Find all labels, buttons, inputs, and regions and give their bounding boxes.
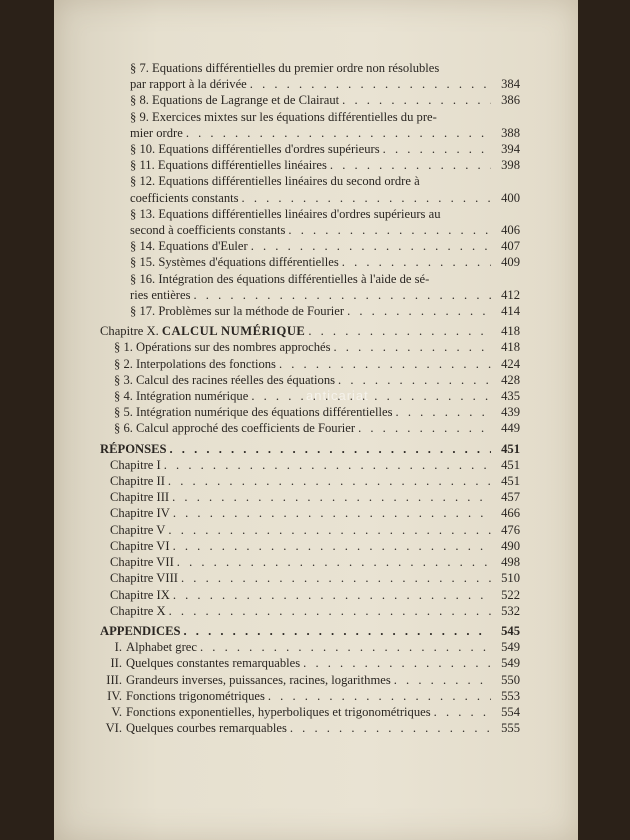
dot-leader	[242, 190, 491, 206]
page-number: 435	[501, 389, 520, 404]
appendices-heading	[100, 623, 520, 639]
page-number: 476	[501, 522, 520, 537]
toc-entry-line2	[130, 76, 520, 92]
section-number: § 5.	[114, 405, 133, 420]
section-title: Equations différentielles du premier ordre non résolubles	[152, 61, 440, 75]
toc-entry	[100, 271, 520, 303]
chapter10-title: CALCUL NUMÉRIQUE	[161, 324, 306, 339]
toc-entry	[100, 704, 520, 720]
page-number: 388	[501, 125, 520, 140]
section-title-continued: second à coefficients constants	[130, 223, 286, 238]
chapter-label: Chapitre IX	[110, 587, 170, 602]
toc-entry	[100, 639, 520, 655]
dot-leader	[200, 639, 491, 655]
page-number: 439	[501, 405, 520, 420]
toc-entry	[100, 404, 520, 420]
section-title: Intégration des équations différentielles à l'aide de sé-	[158, 271, 430, 286]
toc-entry-text	[114, 339, 331, 355]
watermark-text: anticariat	[306, 388, 369, 403]
toc-entry-text	[130, 254, 339, 270]
reponses-title: RÉPONSES	[100, 441, 167, 456]
toc-entry	[100, 522, 520, 538]
dot-leader	[279, 356, 491, 372]
dot-leader	[251, 388, 491, 404]
page-number: 510	[501, 571, 520, 586]
page-number: 418	[501, 340, 520, 355]
section-number: § 12.	[130, 174, 156, 189]
section-title: Calcul approché des coefficients de Fourier	[136, 421, 356, 436]
section-title: Equations différentielles d'ordres supérieurs	[158, 142, 380, 157]
page-number: 490	[501, 538, 520, 553]
appendix-number: III.	[106, 672, 122, 687]
section-number: § 11.	[130, 158, 155, 173]
dot-leader	[288, 222, 491, 238]
toc-entry	[100, 254, 520, 270]
reponses-heading	[100, 441, 520, 457]
page-number: 407	[501, 239, 520, 254]
page-number: 457	[501, 490, 520, 505]
dot-leader	[173, 587, 491, 603]
chapter-label: Chapitre III	[110, 490, 170, 505]
chapter10-prefix: Chapitre X.	[100, 324, 159, 339]
appendix-title: Fonctions trigonométriques	[126, 688, 265, 703]
appendix-title: Quelques courbes remarquables	[126, 721, 287, 736]
section-title: Equations différentielles linéaires du second ordre à	[158, 174, 420, 189]
appendix-number: II.	[110, 656, 122, 671]
dot-leader	[169, 603, 491, 619]
toc-entry-text	[130, 157, 327, 173]
page-number: 398	[501, 158, 520, 173]
page-number: 384	[501, 77, 520, 92]
toc-entry	[100, 587, 520, 603]
toc-entry-text	[114, 404, 393, 420]
section-number: § 7.	[130, 61, 149, 75]
section-title: Interpolations des fonctions	[136, 356, 276, 371]
toc-entry	[100, 339, 520, 355]
section-title: Calcul des racines réelles des équations	[136, 372, 336, 387]
toc-entry-text	[114, 420, 355, 436]
toc-entry	[100, 538, 520, 554]
toc-entry-text	[100, 672, 391, 688]
appendix-number: IV.	[107, 688, 122, 703]
dot-leader	[396, 404, 491, 420]
section-title-continued: mier ordre	[130, 125, 183, 140]
dot-leader	[394, 672, 491, 688]
toc-entry-text	[130, 303, 344, 319]
toc-entry	[100, 356, 520, 372]
dot-leader	[186, 125, 491, 141]
page-number: 466	[501, 506, 520, 521]
dot-leader	[177, 554, 491, 570]
toc-entry-text	[130, 238, 248, 254]
appendix-number: V.	[111, 704, 122, 719]
appendix-number: VI.	[105, 721, 122, 736]
toc-entry	[100, 372, 520, 388]
toc-entry-line1	[130, 206, 520, 222]
page-number: 386	[501, 93, 520, 108]
appendices-page: 545	[501, 623, 520, 638]
page-number: 400	[501, 190, 520, 205]
toc-entry	[100, 603, 520, 619]
toc-entry-text	[130, 141, 380, 157]
page-number: 555	[501, 721, 520, 736]
section-number: § 10.	[130, 142, 156, 157]
toc-entry	[100, 570, 520, 586]
page-number: 532	[501, 603, 520, 618]
toc-entry	[100, 688, 520, 704]
page-number: 553	[501, 688, 520, 703]
toc-entry-line2	[130, 287, 520, 303]
chapter-label: Chapitre X	[110, 603, 166, 618]
section-number: § 9.	[130, 109, 149, 124]
toc-entry	[100, 655, 520, 671]
section-number: § 6.	[114, 421, 133, 436]
appendices-list	[100, 639, 520, 736]
chapter10-heading	[100, 323, 520, 339]
chapter-label: Chapitre V	[110, 522, 166, 537]
section-number: § 14.	[130, 239, 156, 254]
dot-leader	[164, 457, 491, 473]
page-number: 428	[501, 372, 520, 387]
toc-entry	[100, 303, 520, 319]
toc-entry	[100, 238, 520, 254]
chapter-label: Chapitre II	[110, 474, 165, 489]
section-number: § 3.	[114, 372, 133, 387]
dot-leader	[290, 720, 491, 736]
page-number: 549	[501, 656, 520, 671]
chapter-label: Chapitre VI	[110, 538, 170, 553]
section-title: Intégration numérique des équations différentielles	[136, 405, 393, 420]
section-title: Equations différentielles linéaires d'ordres supérieurs au	[158, 206, 441, 221]
section-title: Exercices mixtes sur les équations différentielles du pre-	[152, 109, 437, 124]
page-number: 550	[501, 672, 520, 687]
dot-leader	[250, 76, 491, 92]
dot-leader	[194, 287, 492, 303]
page-number: 406	[501, 223, 520, 238]
appendix-title: Alphabet grec	[126, 640, 197, 655]
dot-leader	[173, 538, 491, 554]
page-number: 451	[501, 457, 520, 472]
toc-entry-text	[114, 372, 335, 388]
toc-entry	[100, 720, 520, 736]
reponses-list	[100, 457, 520, 619]
dot-leader	[330, 157, 491, 173]
dot-leader	[168, 522, 491, 538]
dot-leader	[342, 92, 491, 108]
chapter-label: Chapitre VII	[110, 555, 174, 570]
section-number: § 4.	[114, 389, 133, 404]
dot-leader	[383, 141, 491, 157]
chapter-label: Chapitre I	[110, 457, 161, 472]
section-number: § 15.	[130, 255, 156, 270]
chapter9-section-list	[100, 60, 520, 319]
toc-entry	[100, 60, 520, 92]
dot-leader	[338, 372, 491, 388]
toc-entry-line2	[130, 190, 520, 206]
section-number: § 2.	[114, 356, 133, 371]
dot-leader	[173, 505, 491, 521]
page-number: 414	[501, 304, 520, 319]
dot-leader	[303, 655, 491, 671]
toc-entry-text	[130, 92, 339, 108]
section-number: § 17.	[130, 304, 156, 319]
dot-leader	[358, 420, 491, 436]
section-title: Opérations sur des nombres approchés	[136, 340, 331, 355]
toc-entry-text	[100, 688, 265, 704]
toc-entry-line1	[130, 173, 520, 189]
toc-entry-line1	[130, 60, 520, 76]
toc-entry	[100, 109, 520, 141]
section-number: § 8.	[130, 93, 149, 108]
appendix-title: Grandeurs inverses, puissances, racines, logarithmes	[126, 672, 391, 687]
page-number: 554	[501, 704, 520, 719]
page-number: 394	[501, 142, 520, 157]
toc-entry-line1	[130, 271, 520, 287]
toc-entry	[100, 141, 520, 157]
toc-entry	[100, 672, 520, 688]
appendices-title: APPENDICES	[100, 623, 181, 638]
toc-entry-text	[100, 655, 300, 671]
section-title: Systèmes d'équations différentielles	[158, 255, 339, 270]
toc-entry-text	[114, 388, 248, 404]
section-title-continued: coefficients constants	[130, 190, 239, 205]
toc-entry	[100, 420, 520, 436]
section-title: Problèmes sur la méthode de Fourier	[158, 304, 345, 319]
appendix-title: Quelques constantes remarquables	[126, 656, 301, 671]
toc-entry	[100, 457, 520, 473]
chapter10-page: 418	[501, 324, 520, 339]
page-number: 412	[501, 287, 520, 302]
dot-leader	[334, 339, 492, 355]
section-number: § 16.	[130, 271, 156, 286]
section-number: § 1.	[114, 340, 133, 355]
toc-entry-line2	[130, 125, 520, 141]
section-title: Intégration numérique	[136, 389, 249, 404]
toc-entry-text	[100, 639, 197, 655]
dot-leader	[347, 303, 491, 319]
page-number: 451	[501, 474, 520, 489]
section-title: Equations de Lagrange et de Clairaut	[152, 93, 340, 108]
toc-entry	[100, 489, 520, 505]
toc-entry	[100, 554, 520, 570]
dot-leader	[168, 473, 491, 489]
page-number: 409	[501, 255, 520, 270]
toc-entry-text	[100, 720, 287, 736]
toc-entry-line1	[130, 109, 520, 125]
toc-entry-line2	[130, 222, 520, 238]
toc-entry-text	[114, 356, 276, 372]
page-number: 449	[501, 421, 520, 436]
dot-leader	[434, 704, 491, 720]
section-number: § 13.	[130, 206, 156, 221]
toc-entry	[100, 505, 520, 521]
section-title: Equations d'Euler	[158, 239, 248, 254]
chapter-label: Chapitre IV	[110, 506, 170, 521]
chapter-label: Chapitre VIII	[110, 571, 178, 586]
appendix-title: Fonctions exponentielles, hyperboliques et trigonométriques	[126, 704, 431, 719]
toc-entry	[100, 157, 520, 173]
reponses-page: 451	[501, 441, 520, 456]
dot-leader	[268, 688, 491, 704]
dot-leader	[251, 238, 491, 254]
page-number: 522	[501, 587, 520, 602]
toc-entry-text	[100, 704, 431, 720]
appendix-number: I.	[114, 640, 122, 655]
dot-leader	[181, 570, 491, 586]
dot-leader	[342, 254, 491, 270]
section-title: Equations différentielles linéaires	[157, 158, 327, 173]
toc-entry	[100, 92, 520, 108]
toc-entry	[100, 173, 520, 205]
page-number: 424	[501, 356, 520, 371]
section-title-continued: ries entières	[130, 287, 191, 302]
page-number: 549	[501, 640, 520, 655]
page-number: 498	[501, 555, 520, 570]
section-title-continued: par rapport à la dérivée	[130, 77, 247, 92]
toc-entry	[100, 473, 520, 489]
dot-leader	[172, 489, 491, 505]
toc-entry	[100, 206, 520, 238]
